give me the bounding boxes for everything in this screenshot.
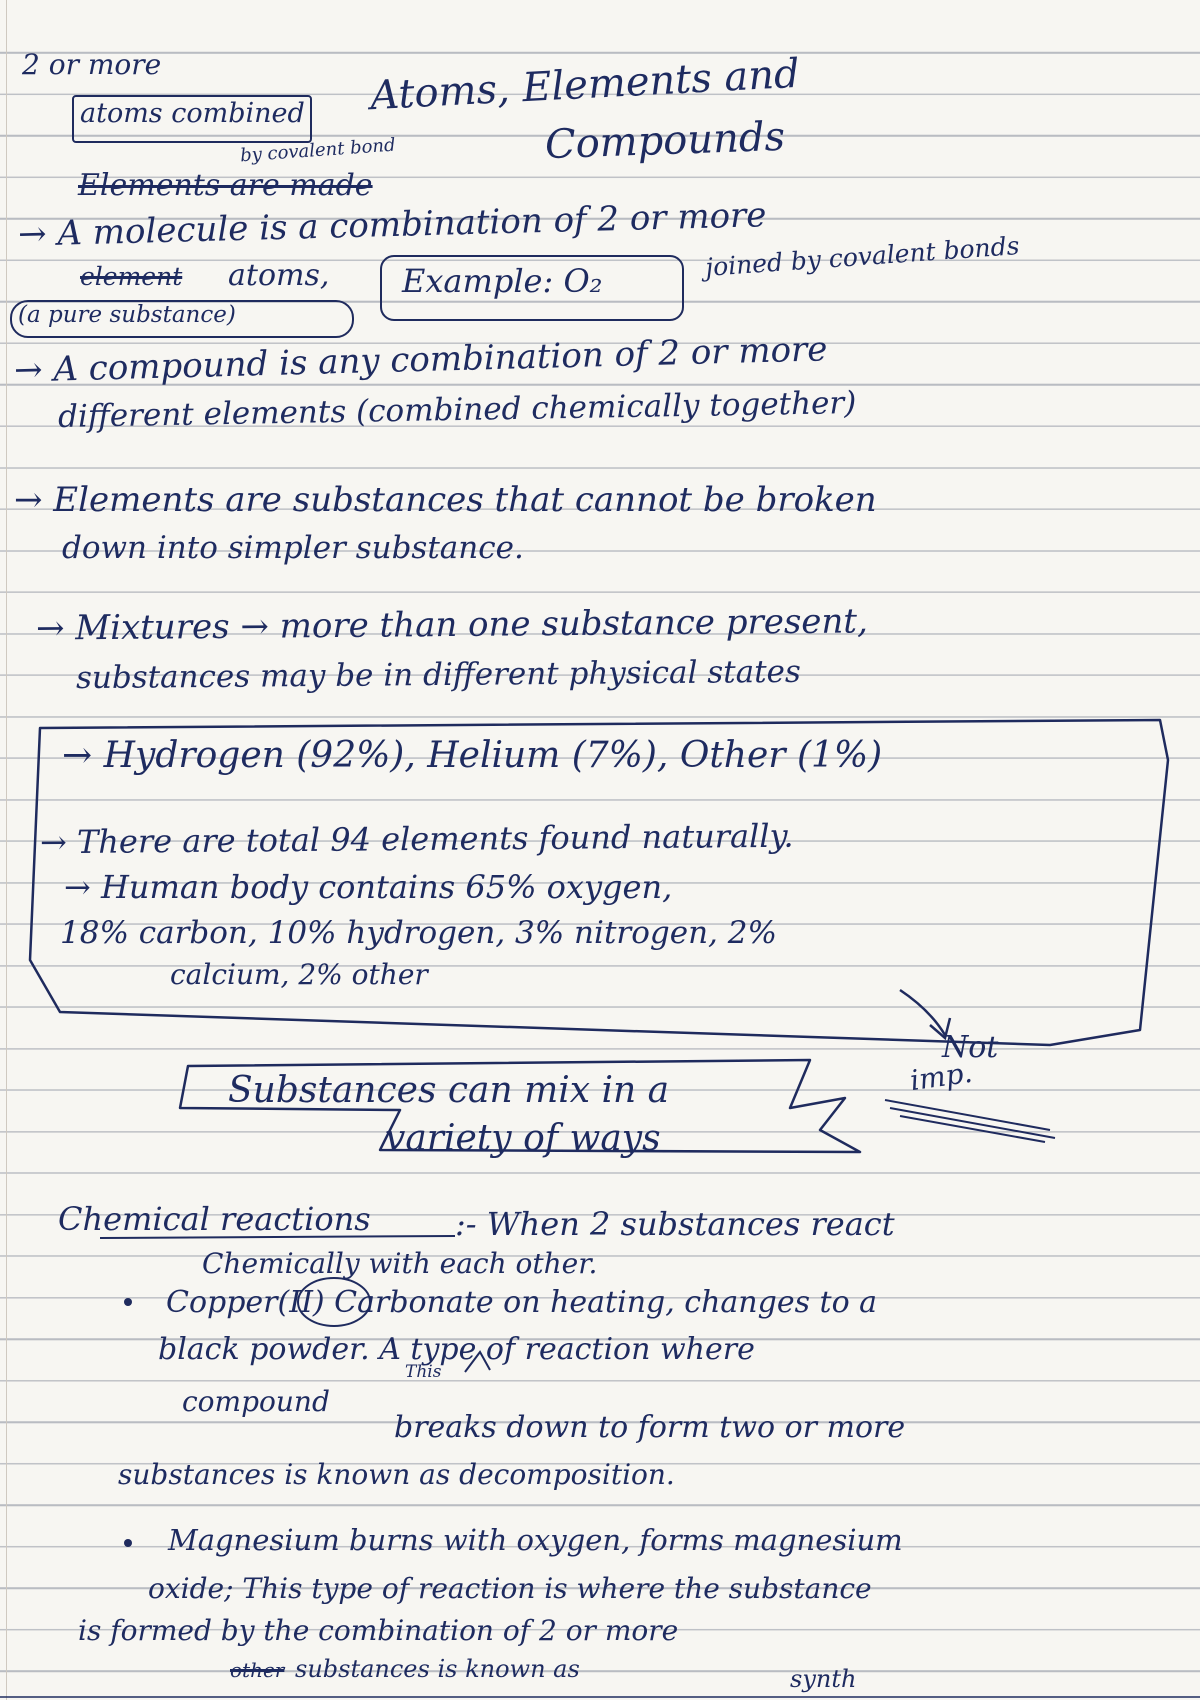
reactions-heading: Chemical reactions bbox=[58, 1200, 371, 1238]
molecule-joined-note: joined by covalent bonds bbox=[704, 231, 1021, 282]
magnesium-cut-word: synth bbox=[790, 1665, 857, 1693]
facts-line-3: → Human body contains 65% oxygen, bbox=[64, 868, 673, 906]
molecule-example: Example: O₂ bbox=[402, 262, 603, 300]
callout-line-2: variety of ways bbox=[385, 1118, 661, 1159]
compound-line-2: different elements (combined chemically together) bbox=[57, 385, 857, 435]
mixtures-line-1: → Mixtures → more than one substance present, bbox=[35, 601, 868, 649]
copper-line-1: Copper(II) Carbonate on heating, changes to a bbox=[166, 1285, 878, 1320]
page-title-line-2: Compounds bbox=[544, 113, 786, 169]
elements-line-2: down into simpler substance. bbox=[62, 530, 524, 566]
compound-line-1: → A compound is any combination of 2 or more bbox=[13, 329, 828, 391]
facts-line-1: → Hydrogen (92%), Helium (7%), Other (1%) bbox=[62, 735, 883, 776]
callout-line-1: Substances can mix in a bbox=[228, 1070, 670, 1111]
reactions-line-1: :- When 2 substances react bbox=[455, 1205, 895, 1243]
magnesium-line-1: Magnesium burns with oxygen, forms magnesium bbox=[168, 1523, 903, 1557]
magnesium-line-4: substances is known as bbox=[295, 1655, 580, 1683]
facts-line-4: 18% carbon, 10% hydrogen, 3% nitrogen, 2% bbox=[60, 915, 777, 951]
molecule-struck-word: element bbox=[80, 262, 183, 291]
molecule-line-1: → A molecule is a combination of 2 or more bbox=[17, 195, 767, 255]
copper-line-3a: compound bbox=[182, 1385, 330, 1418]
reactions-line-2: Chemically with each other. bbox=[202, 1247, 598, 1280]
margin-note-line-2: atoms combined bbox=[80, 98, 305, 129]
copper-line-3b: breaks down to form two or more bbox=[394, 1410, 906, 1445]
page-title-line-1: Atoms, Elements and bbox=[369, 50, 801, 120]
magnesium-line-2: oxide; This type of reaction is where the substance bbox=[148, 1572, 872, 1605]
facts-line-5: calcium, 2% other bbox=[170, 958, 428, 991]
not-important-note-line-1: Not bbox=[942, 1030, 999, 1065]
pure-substance-note: (a pure substance) bbox=[18, 302, 236, 328]
not-important-note-line-2: imp. bbox=[908, 1055, 975, 1098]
mixtures-line-2: substances may be in different physical states bbox=[75, 653, 802, 697]
margin-note-line-3: by covalent bond bbox=[239, 134, 397, 167]
magnesium-line-3: is formed by the combination of 2 or more bbox=[78, 1614, 679, 1647]
magnesium-struck-word: other bbox=[230, 1658, 285, 1682]
copper-line-2: black powder. A type of reaction where bbox=[158, 1332, 755, 1367]
facts-line-2: → There are total 94 elements found naturally. bbox=[39, 816, 794, 862]
elements-line-1: → Elements are substances that cannot be broken bbox=[14, 480, 877, 520]
struck-out-text: Elements are made bbox=[78, 168, 373, 203]
margin-note-line-1: 2 or more bbox=[22, 48, 162, 81]
molecule-atoms-word: atoms, bbox=[228, 258, 330, 293]
copper-this-insert: This bbox=[405, 1362, 442, 1382]
copper-line-4: substances is known as decomposition. bbox=[118, 1458, 675, 1491]
